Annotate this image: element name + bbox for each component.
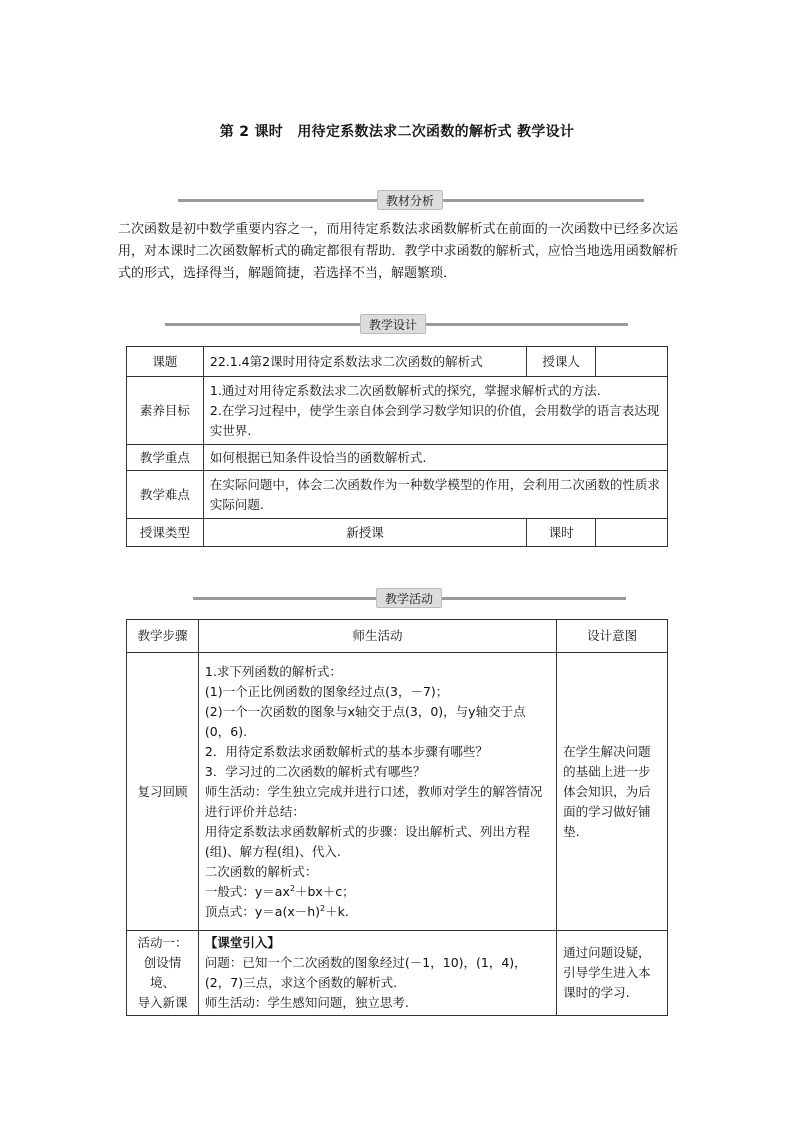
section-design-header: [165, 314, 628, 334]
topic-label: 课题: [127, 347, 204, 377]
general-form: 一般式：$y=ax^2+bx+c$；: [204, 883, 355, 899]
analysis-paragraph: 二次函数是初中数学重要内容之一，而用待定系数法求函数解析式在前面的一次函数中已经多次运用，对本课时二次函数解析式的确定都很有帮助．教学中求函数的解析式，应恰当地选用函数解析式的形式，选择得当，解题简捷，若选择不当，解题繁琐．: [118, 222, 678, 281]
review-line: 师生活动：学生独立完成并进行口述，教师对学生的解答情况进行评价并总结：: [204, 783, 543, 819]
review-line: 3．学习过的二次函数的解析式有哪些？: [204, 763, 426, 779]
key-value: 如何根据已知条件设恰当的函数解析式.: [203, 445, 667, 471]
goals-value: [203, 377, 667, 445]
section-analysis-header: [178, 190, 644, 210]
review-line: 2．用待定系数法求函数解析式的基本步骤有哪些？: [204, 743, 488, 759]
activity-table: [126, 619, 668, 1016]
design-table: [126, 346, 668, 547]
difficulty-label: 教学难点: [127, 471, 204, 519]
goals-label: 素养目标: [127, 377, 204, 445]
teacher-label: 授课人: [527, 347, 596, 377]
header-activity: 师生活动: [198, 620, 556, 653]
teacher-value: [596, 347, 668, 377]
review-intent: 在学生解决问题的基础上进一步体会知识，为后面的学习做好铺垫.: [557, 653, 668, 931]
intro-activity: [198, 931, 556, 1016]
intro-intent: 通过问题设疑，引导学生进入本课时的学习.: [557, 931, 668, 1016]
section-activity-header: [193, 588, 626, 608]
goal-item: 2.在学习过程中，使学生亲自体会到学习数学知识的价值，会用数学的语言表达现实世界.: [209, 402, 660, 438]
page-title: 第 2 课时 用待定系数法求二次函数的解析式 教学设计: [219, 124, 575, 140]
vertex-form: 顶点式：$y=a(x-h)^2+k$.: [204, 903, 349, 919]
section-analysis-label: 教材分析: [377, 190, 443, 210]
step-review: 复习回顾: [127, 653, 199, 931]
step-activity-one: 活动一： 创设情境、 导入新课: [127, 931, 199, 1016]
type-value: 新授课: [203, 519, 526, 547]
intro-heading: 【课堂引入】: [204, 935, 280, 950]
hours-value: [596, 519, 668, 547]
difficulty-value: 在实际问题中，体会二次函数作为一种数学模型的作用，会利用二次函数的性质求实际问题.: [203, 471, 667, 519]
goal-item: 1.通过对用待定系数法求二次函数解析式的探究，掌握求解析式的方法.: [209, 382, 601, 398]
intro-student-activity: 师生活动：学生感知问题，独立思考.: [204, 995, 409, 1010]
header-step: 教学步骤: [127, 620, 199, 653]
review-activity: [198, 653, 556, 931]
key-label: 教学重点: [127, 445, 204, 471]
review-line: 二次函数的解析式：: [204, 863, 318, 879]
type-label: 授课类型: [127, 519, 204, 547]
hours-label: 课时: [527, 519, 596, 547]
section-design-label: 教学设计: [360, 314, 426, 334]
review-line: (1)一个正比例函数的图象经过点(3，－7)；: [204, 683, 449, 699]
review-line: 用待定系数法求函数解析式的步骤：设出解析式、列出方程(组)、解方程(组)、代入.: [204, 823, 530, 859]
review-line: (2)一个一次函数的图象与x轴交于点(3，0)，与y轴交于点(0，6).: [204, 703, 526, 739]
section-activity-label: 教学活动: [376, 588, 442, 608]
review-line: 1.求下列函数的解析式：: [204, 663, 342, 679]
header-intent: 设计意图: [557, 620, 668, 653]
intro-question: 问题：已知一个二次函数的图象经过(－1，10)，(1，4)，(2，7)三点，求这个函数的解析式.: [204, 955, 527, 990]
topic-value: 22.1.4第2课时用待定系数法求二次函数的解析式: [203, 347, 526, 377]
